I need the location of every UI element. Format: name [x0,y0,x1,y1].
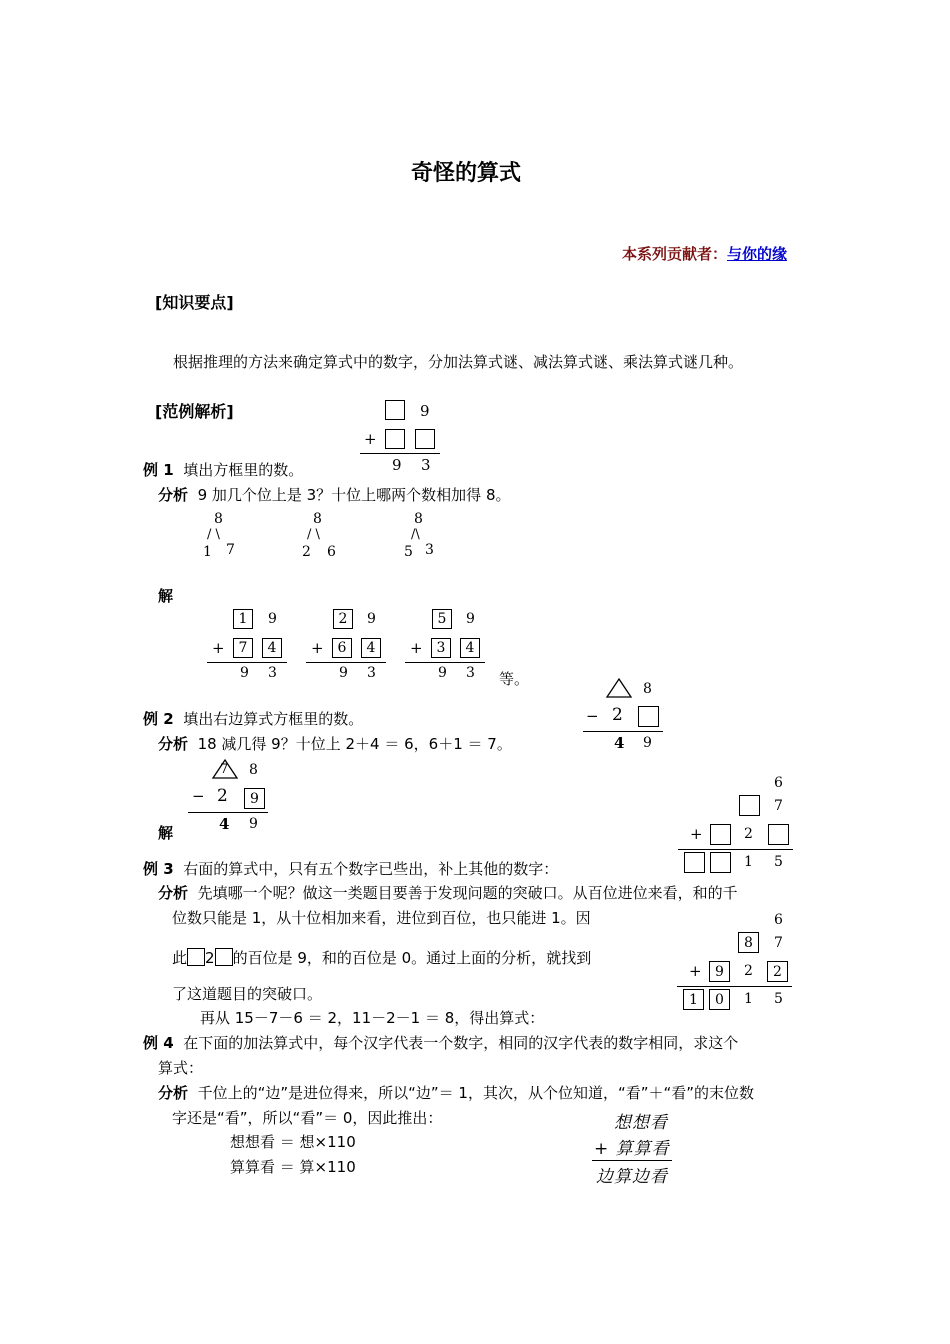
ex1-split-top: 8 [414,511,423,527]
ex2-puzzle-mid: 2 [612,705,623,725]
ex3-label: 例 3 [143,860,174,878]
ex1-sol-rule [306,662,386,663]
ex3-puzzle-box [710,852,731,873]
ex4-analysis-line1 [158,1082,754,1103]
ex2-puzzle-result-units: 9 [643,735,652,751]
ex1-sol-box: 4 [361,638,381,658]
ex4-analysis-label: 分析 [158,1084,189,1102]
ex1-split-branch: /\ [411,527,420,542]
ex1-solution-label: 解 [158,587,174,605]
ex1-puzzle-top-digit: 9 [420,402,430,420]
ex1-split-top: 8 [214,511,223,527]
ex3-question: 右面的算式中，只有五个数字已些出，补上其他的数字： [183,860,559,878]
ex3-analysis-text1: 先填哪一个呢？做这一类题目要善于发现问题的突破口。从百位进位来看，和的千 [197,884,738,902]
ex2-sol-result-tens: 4 [219,815,230,833]
ex2-line [143,708,363,729]
ex3-solved-r2: 7 [774,935,783,951]
ex2-puzzle-box [638,706,659,727]
ex4-hw-line2: + 算算看 [594,1139,670,1159]
ex3-analysis-line3 [172,947,591,968]
ex3-analysis-line1 [158,882,738,903]
ex1-analysis-label: 分析 [158,486,189,504]
ex1-puzzle-result-tens: 9 [392,456,402,474]
ex1-sol-digit: 9 [466,611,475,627]
ex1-sol-result: 9 [438,665,447,681]
ex1-sol-box: 6 [332,638,352,658]
knowledge-text: 根据推理的方法来确定算式中的数字，分加法算式谜、减法算式谜、乘法算式谜几种。 [173,353,744,371]
ex2-puzzle-result-tens: 4 [614,734,625,752]
ex4-eq2: 算算看 ＝ 算×110 [230,1158,356,1176]
ex1-sol-box: 4 [460,638,480,658]
ex3-solved-rule [677,986,792,987]
section-heading-examples: [范例解析] [155,402,234,421]
ex3-analysis-post: 的百位是 9，和的百位是 0。通过上面的分析，就找到 [232,949,592,967]
ex4-line1 [143,1032,738,1053]
ex4-analysis-text1: 千位上的“边”是进位得来，所以“边”＝ 1，其次，从个位知道，“看”＋“看”的末位数 [197,1084,755,1102]
ex2-sol-mid: 2 [217,786,228,806]
ex2-puzzle-top: 8 [643,681,652,697]
ex1-split-right: 7 [226,542,235,558]
ex1-puzzle-result-units: 3 [421,456,431,474]
ex1-sol-rule [207,662,287,663]
ex3-puzzle-r3: 2 [744,826,753,842]
ex1-split-top: 8 [313,511,322,527]
ex3-solved-box: 9 [709,961,730,982]
ex2-solution-label: 解 [158,824,174,842]
ex3-solved-box: 2 [767,961,788,982]
ex1-sol-result: 9 [339,665,348,681]
blank-box [187,948,205,966]
ex2-puzzle-minus: − [586,707,599,725]
ex2-sol-tri-digit: 7 [220,762,229,777]
ex3-puzzle-box [684,852,705,873]
ex4-hw-rule [592,1160,672,1161]
ex1-split-branch: / \ [307,527,320,542]
ex1-question: 填出方框里的数。 [183,461,304,479]
triangle-icon [605,677,633,699]
ex3-puzzle-plus: + [690,825,703,843]
ex1-etc: 等。 [499,670,530,688]
ex3-solved-r1: 6 [774,912,783,928]
ex3-puzzle-box [710,824,731,845]
ex1-split-right: 6 [327,544,336,560]
ex1-sol-rule [405,662,485,663]
ex1-sol-result: 3 [367,665,376,681]
ex3-puzzle-res: 1 [744,854,753,870]
ex1-sol-digit: 9 [268,611,277,627]
blank-box [215,948,233,966]
ex2-sol-result-units: 9 [249,816,258,832]
ex1-split-right: 3 [425,542,434,558]
ex4-question1: 在下面的加法算式中，每个汉字代表一个数字，相同的汉字代表的数字相同，求这个 [183,1034,739,1052]
ex4-hw-line1: 想想看 [614,1113,668,1133]
ex2-sol-minus: − [192,787,205,805]
ex1-sol-result: 3 [466,665,475,681]
ex3-solved-box: 1 [683,989,704,1010]
ex1-split-branch: / \ [207,527,220,542]
ex3-puzzle-r1: 6 [774,775,783,791]
ex3-analysis-line5: 再从 15－7－6 ＝ 2，11－2－1 ＝ 8，得出算式： [200,1009,545,1027]
ex2-label: 例 2 [143,710,174,728]
ex1-sol-box: 4 [262,638,282,658]
ex1-puzzle-plus: + [364,430,377,448]
ex3-analysis-label: 分析 [158,884,189,902]
ex1-puzzle-box-units [415,429,435,449]
ex2-sol-top: 8 [249,762,258,778]
ex3-analysis-pre: 此 [172,949,188,967]
ex1-puzzle-box-top [385,400,405,420]
ex1-split-left: 5 [404,544,413,560]
ex3-solved-box: 0 [709,989,730,1010]
ex1-sol-plus: + [212,639,225,657]
section-heading-knowledge: [知识要点] [155,293,234,312]
ex3-analysis-mid: 2 [205,949,215,967]
ex1-puzzle-box-tens [385,429,405,449]
ex3-puzzle-res: 5 [774,854,783,870]
ex2-analysis-line [158,733,512,754]
ex1-sol-box: 5 [432,609,452,629]
ex1-sol-box: 2 [333,609,353,629]
ex3-analysis-line4: 了这道题目的突破口。 [172,985,323,1003]
ex1-sol-plus: + [311,639,324,657]
ex1-sol-result: 3 [268,665,277,681]
ex1-split-left: 1 [203,544,212,560]
ex3-solved-res: 5 [774,991,783,1007]
contributor-label: 本系列贡献者： [622,245,728,263]
ex3-puzzle-r2: 7 [774,798,783,814]
ex4-analysis-line2: 字还是“看”，所以“看”＝ 0，因此推出： [172,1109,443,1127]
ex3-solved-r3: 2 [744,963,753,979]
ex3-solved-box: 8 [738,932,759,953]
ex1-puzzle-rule [360,453,440,454]
ex4-label: 例 4 [143,1034,174,1052]
ex3-solved-res: 1 [744,991,753,1007]
contributor-line [622,243,787,264]
ex1-sol-digit: 9 [367,611,376,627]
ex3-line [143,858,558,879]
ex2-sol-box: 9 [244,788,265,809]
ex1-label: 例 1 [143,461,174,479]
ex2-analysis: 18 减几得 9？十位上 2＋4 ＝ 6，6＋1 ＝ 7。 [197,735,512,753]
ex1-line [143,459,303,480]
ex4-hw-line3: 边算边看 [596,1167,668,1187]
ex1-analysis: 9 加几个位上是 3？十位上哪两个数相加得 8。 [197,486,511,504]
ex1-split-left: 2 [302,544,311,560]
ex1-sol-plus: + [410,639,423,657]
ex3-puzzle-box [768,824,789,845]
ex3-puzzle-rule [678,849,793,850]
ex2-analysis-label: 分析 [158,735,189,753]
contributor-link[interactable]: 与你的缘 [727,245,788,263]
ex1-sol-box: 3 [431,638,451,658]
ex4-eq1: 想想看 ＝ 想×110 [230,1133,356,1151]
page-title: 奇怪的算式 [411,161,522,186]
ex2-sol-rule [188,812,268,813]
ex1-analysis-line [158,484,511,505]
ex4-question2: 算式： [158,1059,204,1077]
ex2-puzzle-rule [583,731,663,732]
ex1-sol-result: 9 [240,665,249,681]
ex3-analysis-line2: 位数只能是 1，从十位相加来看，进位到百位，也只能进 1。因 [172,909,591,927]
ex3-solved-plus: + [689,962,702,980]
ex2-question: 填出右边算式方框里的数。 [183,710,364,728]
ex3-puzzle-box [739,795,760,816]
ex1-sol-box: 1 [233,609,253,629]
ex1-sol-box: 7 [233,638,253,658]
